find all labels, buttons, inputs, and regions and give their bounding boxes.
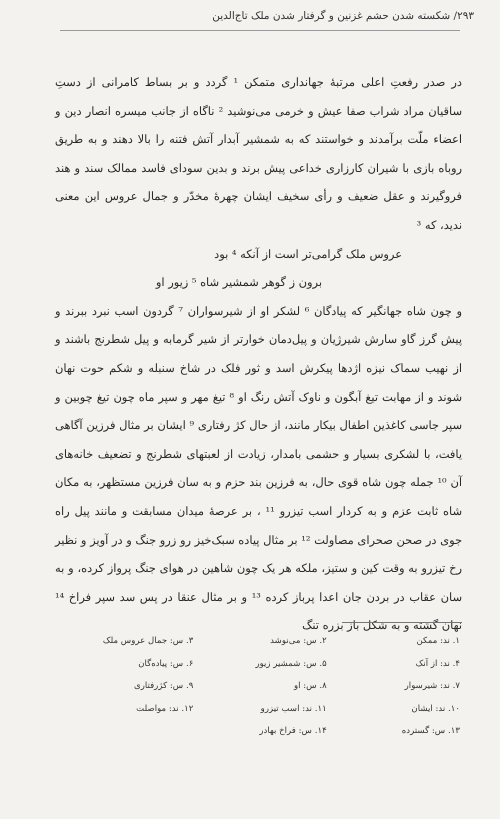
footnote: ۱۳. س: گسترده: [401, 726, 460, 736]
footnote: ۹. س: کژرفتاری: [133, 681, 194, 691]
footnote-row: [60, 659, 460, 682]
paragraph-2: و چون شاه جهانگیر که پیادگان ⁶ لشکر او از شیرسواران ⁷ گردون اسب نبرد ببرند و پیش گرز گاو سارش شیرژیان و پیل‌دمان خوارتر از شیر گرمابه و پیل شطرنج باشند و از نهیب سماک نیزه اژدها پیکرش اسد و ثور فلک در شاخ سنبله و شکم حوت نهان شوند و از مهابت تیغ آبگون و ناوک آتش رنگ او ⁸ تیغ مهر و سپر ماه چون تیغ چوبین و سپر جاسی کاغذین اطفال بیکار مانند، از حال کژ رفتاری ⁹ ایشان بر مثال فرزین آگاهی یافت، با لشکری بسیار و حشمی بامدار، زیادت از لعبتهای شطرنج و تضعیف خانه‌های آن ¹⁰ جمله چون شاه قوی حال، به فرزین بند حزم و به سان فرزین مستظهر، به مکان شاه ثابت عزم و به کردار اسب تیزرو ¹¹ ، بر عرصهٔ میدان مسابقت و مانند پیل راه جوی در صحن صحرای مصاولت ¹² بر مثال پیاده سبک‌خیز رو زرو جنگ و در آویز و نظیر رخ تیزرو به وقت کین و ستیز، ملکه هر یک چون شاهین در هوای جنگ پرواز کرده، و به سان عقاب در بردن جان اعدا پرباز کرده ¹³ و بر مثال عنقا در پس سد سپر فراخ ¹⁴ نهان گشته و به شکل باز بزره تنگ: [55, 303, 463, 633]
footnote: ۱۱. ند: اسب تیزرو: [260, 703, 327, 714]
footnote-rule: [342, 622, 462, 623]
footnote: ۱۴. س: فراخ بهادر: [259, 726, 327, 736]
footnote-row: [60, 636, 460, 659]
paragraph-1: در صدر رفعتِ اعلی مرتبهٔ جهانداری متمکن ¹ گردد و بر بساط کامرانی از دستِ ساقیان مراد شراب صفا عیش و خرمی می‌نوشید ² ناگاه از جانب میسره انصار دین و اعضاء ملّت برآمدند و خواستند که به شمشیر آبدار آتش فتنه را بالا دهند و به طریق روباه بازی با شیران کارزاری خداعی پیش برند و بدین سودای فاسد ممالک سند و هند فروگیرند و عقل ضعیف و رأی سخیف ایشان چهرهٔ مخدّر و جمال عروس این معنی ندید، که ³: [55, 75, 463, 232]
footnote: ۶. س: پیاده‌گان: [138, 658, 194, 669]
footnote: ۱۲. ند: مواصلت: [136, 703, 194, 714]
footnote: [60, 726, 193, 749]
footnote: ۲. س: می‌نوشد: [270, 636, 327, 646]
header-rule: [60, 30, 460, 31]
footnote: ۵. س: شمشیر زیور: [255, 658, 327, 669]
footnotes: [60, 636, 460, 749]
footnote: ۱۰. ند: ایشان: [411, 703, 460, 714]
footnote: ۴. ند: از آنک: [415, 658, 460, 669]
verse-line-2: برون ز گوهر شمشیر شاه ⁵ زیور او: [155, 275, 322, 290]
main-text: [55, 68, 462, 640]
footnote: ۳. س: جمال عروس ملک: [102, 636, 194, 646]
footnote-row: [60, 681, 460, 704]
running-head: ۲۹۳/ شکسته شدن حشم غزنین و گرفتار شدن ملک تاج‌الدین: [212, 10, 474, 22]
footnote-row: [60, 726, 460, 749]
verse-line-1: عروس ملک گرامی‌تر است از آنکه ⁴ بود: [214, 246, 402, 261]
footnote-row: [60, 704, 460, 727]
footnote: ۷. ند: شیرسوار: [404, 681, 460, 691]
footnote: ۱. ند: ممکن: [416, 636, 460, 646]
footnote: ۸. س: او: [293, 681, 327, 691]
